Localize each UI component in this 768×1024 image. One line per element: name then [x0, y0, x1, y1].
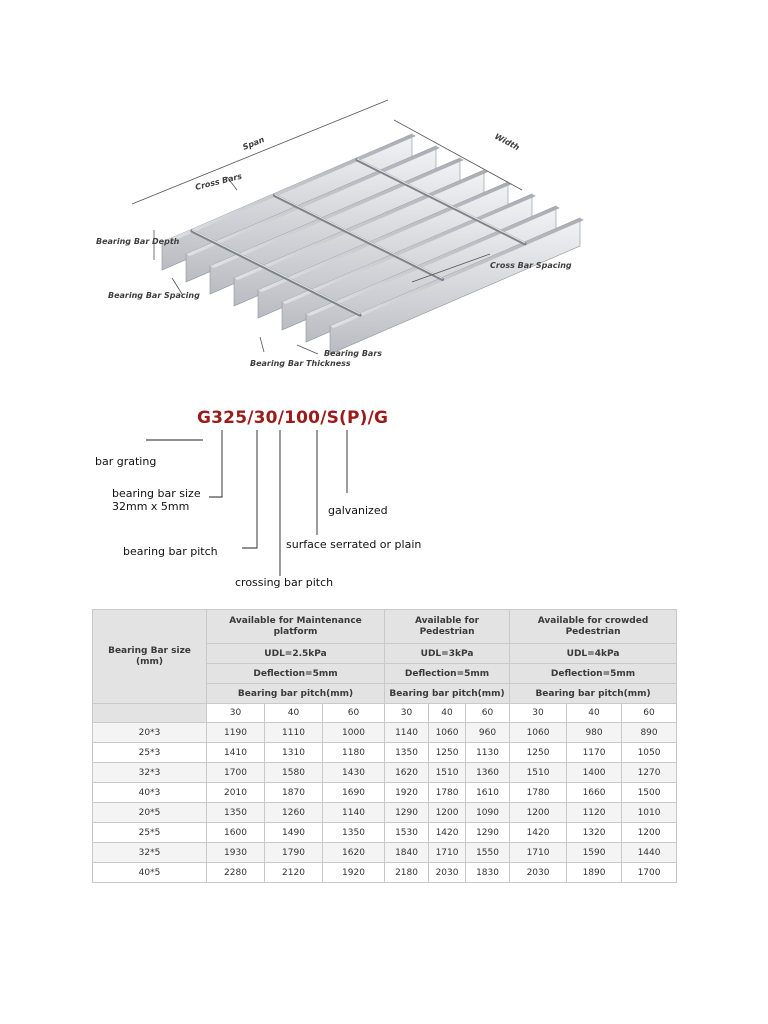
pitch-value: 40 [429, 704, 466, 723]
table-cell: 1400 [567, 763, 622, 783]
header-pitch-maintenance: Bearing bar pitch(mm) [207, 684, 385, 704]
label-galvanized: galvanized [328, 504, 388, 517]
table-cell: 1530 [385, 823, 429, 843]
table-cell: 890 [622, 723, 677, 743]
row-size: 25*3 [93, 743, 207, 763]
pitch-value: 30 [510, 704, 567, 723]
table-cell: 1110 [265, 723, 323, 743]
row-size: 25*5 [93, 823, 207, 843]
header-deflection-pedestrian: Deflection=5mm [385, 664, 510, 684]
table-cell: 1440 [622, 843, 677, 863]
header-group-maintenance: Available for Maintenance platform [207, 610, 385, 644]
table-cell: 2180 [385, 863, 429, 883]
pitch-value: 60 [466, 704, 510, 723]
table-cell: 1620 [385, 763, 429, 783]
grating-diagram-svg [92, 92, 572, 392]
table-cell: 1000 [323, 723, 385, 743]
row-size: 32*3 [93, 763, 207, 783]
table-cell: 1130 [466, 743, 510, 763]
label-bearing-bar-pitch: bearing bar pitch [123, 545, 218, 558]
table-cell: 1360 [466, 763, 510, 783]
table-cell: 1200 [622, 823, 677, 843]
row-size: 20*3 [93, 723, 207, 743]
table-cell: 1420 [510, 823, 567, 843]
row-size: 40*5 [93, 863, 207, 883]
pitch-value: 40 [567, 704, 622, 723]
table-cell: 1490 [265, 823, 323, 843]
table-cell: 1310 [265, 743, 323, 763]
label-bearing-bar-thickness: Bearing Bar Thickness [250, 359, 351, 368]
label-bearing-bars: Bearing Bars [324, 349, 383, 358]
grating-diagram [92, 92, 572, 392]
label-bearing-bar-depth: Bearing Bar Depth [96, 237, 180, 246]
table-cell: 1620 [323, 843, 385, 863]
label-surface: surface serrated or plain [286, 538, 422, 551]
table-cell: 1190 [207, 723, 265, 743]
table-cell: 1840 [385, 843, 429, 863]
table-cell: 1890 [567, 863, 622, 883]
header-udl-maintenance: UDL=2.5kPa [207, 644, 385, 664]
table-cell: 1790 [265, 843, 323, 863]
table-cell: 1250 [510, 743, 567, 763]
label-span: Span [241, 135, 266, 152]
table-cell: 1410 [207, 743, 265, 763]
header-group-pedestrian: Available for Pedestrian [385, 610, 510, 644]
table-cell: 1710 [510, 843, 567, 863]
table-cell: 1140 [323, 803, 385, 823]
table-cell: 1350 [207, 803, 265, 823]
designation-section [0, 400, 768, 600]
table-cell: 1140 [385, 723, 429, 743]
table-cell: 2030 [510, 863, 567, 883]
table-cell: 1510 [429, 763, 466, 783]
table-cell: 1500 [622, 783, 677, 803]
table-cell: 1050 [622, 743, 677, 763]
pitch-row-corner [93, 704, 207, 723]
load-table [92, 609, 677, 883]
pitch-value: 30 [207, 704, 265, 723]
table-cell: 1920 [323, 863, 385, 883]
table-cell: 1090 [466, 803, 510, 823]
table-row [93, 803, 677, 823]
table-cell: 1610 [466, 783, 510, 803]
table-cell: 1200 [510, 803, 567, 823]
table-cell: 1930 [207, 843, 265, 863]
table-cell: 1870 [265, 783, 323, 803]
pitch-value: 40 [265, 704, 323, 723]
table-row [93, 863, 677, 883]
table-cell: 1780 [510, 783, 567, 803]
pitch-value: 30 [385, 704, 429, 723]
table-row [93, 763, 677, 783]
table-cell: 2120 [265, 863, 323, 883]
header-pitch-pedestrian: Bearing bar pitch(mm) [385, 684, 510, 704]
table-cell: 1250 [429, 743, 466, 763]
pitch-value: 60 [323, 704, 385, 723]
label-width: Width [493, 131, 521, 153]
table-cell: 2280 [207, 863, 265, 883]
table-cell: 1600 [207, 823, 265, 843]
table-cell: 1120 [567, 803, 622, 823]
table-cell: 1180 [323, 743, 385, 763]
label-cross-bars: Cross Bars [194, 171, 243, 192]
header-udl-crowded: UDL=4kPa [510, 644, 677, 664]
label-crossing-bar-pitch: crossing bar pitch [235, 576, 334, 589]
header-bearing-bar-size: Bearing Bar size (mm) [93, 610, 207, 704]
header-deflection-crowded: Deflection=5mm [510, 664, 677, 684]
table-cell: 1690 [323, 783, 385, 803]
row-size: 20*5 [93, 803, 207, 823]
row-size: 32*5 [93, 843, 207, 863]
label-bearing-bar-size: bearing bar size 32mm x 5mm [112, 487, 201, 513]
table-row [93, 823, 677, 843]
table-cell: 1260 [265, 803, 323, 823]
table-cell: 2010 [207, 783, 265, 803]
table-cell: 1290 [385, 803, 429, 823]
table-cell: 1060 [510, 723, 567, 743]
table-cell: 1780 [429, 783, 466, 803]
table-cell: 960 [466, 723, 510, 743]
table-cell: 1200 [429, 803, 466, 823]
table-cell: 1430 [323, 763, 385, 783]
table-cell: 2030 [429, 863, 466, 883]
table-cell: 1580 [265, 763, 323, 783]
label-cross-bar-spacing: Cross Bar Spacing [490, 261, 572, 270]
table-cell: 980 [567, 723, 622, 743]
table-body [93, 723, 677, 883]
table-cell: 1060 [429, 723, 466, 743]
label-bar-grating: bar grating [95, 455, 157, 468]
header-deflection-maintenance: Deflection=5mm [207, 664, 385, 684]
pitch-value: 60 [622, 704, 677, 723]
table-cell: 1350 [323, 823, 385, 843]
table-row [93, 723, 677, 743]
row-size: 40*3 [93, 783, 207, 803]
table-row [93, 843, 677, 863]
designation-code: G325/30/100/S(P)/G [197, 408, 389, 428]
table-cell: 1590 [567, 843, 622, 863]
table-cell: 1320 [567, 823, 622, 843]
header-group-crowded: Available for crowded Pedestrian [510, 610, 677, 644]
table-cell: 1660 [567, 783, 622, 803]
table-row [93, 743, 677, 763]
table-cell: 1920 [385, 783, 429, 803]
table-cell: 1010 [622, 803, 677, 823]
table-cell: 1830 [466, 863, 510, 883]
table-cell: 1700 [207, 763, 265, 783]
label-bearing-bar-spacing: Bearing Bar Spacing [108, 291, 200, 300]
table-cell: 1700 [622, 863, 677, 883]
table-cell: 1710 [429, 843, 466, 863]
table-cell: 1170 [567, 743, 622, 763]
table-cell: 1510 [510, 763, 567, 783]
table-cell: 1270 [622, 763, 677, 783]
table-cell: 1290 [466, 823, 510, 843]
header-pitch-crowded: Bearing bar pitch(mm) [510, 684, 677, 704]
table-cell: 1350 [385, 743, 429, 763]
table-cell: 1550 [466, 843, 510, 863]
table-row [93, 783, 677, 803]
header-udl-pedestrian: UDL=3kPa [385, 644, 510, 664]
pitch-values-row [93, 704, 677, 723]
table-cell: 1420 [429, 823, 466, 843]
